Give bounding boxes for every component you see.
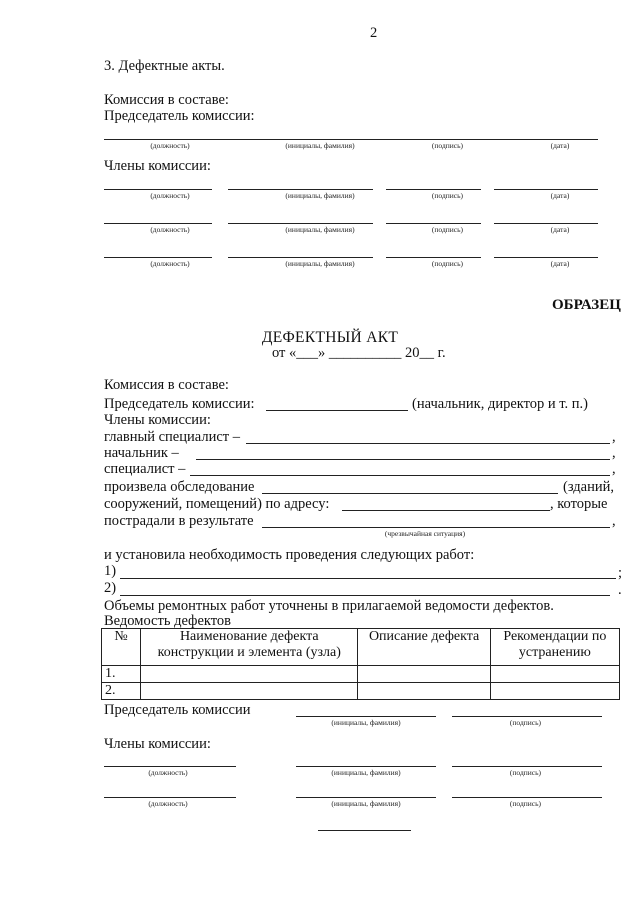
sample-chairman-signature-label: Председатель комиссии — [104, 702, 251, 718]
member1-date-line — [494, 189, 598, 190]
work-2-line — [120, 595, 610, 596]
volumes-note: Объемы ремонтных работ уточнены в прилагаемой ведомости дефектов. — [104, 598, 554, 614]
sample-member1-position-line — [104, 766, 236, 767]
comma: , — [612, 445, 616, 461]
table-cell — [490, 666, 619, 683]
sample-chairman-suffix: (начальник, директор и т. п.) — [412, 396, 589, 412]
comma: , — [612, 513, 616, 529]
members-label: Члены комиссии: — [104, 158, 211, 174]
table-cell: 2. — [102, 683, 141, 700]
caption-name: (инициалы, фамилия) — [285, 225, 355, 234]
caption-name: (инициалы, фамилия) — [331, 768, 401, 777]
sample-chairman-name-line — [296, 716, 436, 717]
member1-name-line — [228, 189, 373, 190]
member1-signature-line — [386, 189, 481, 190]
address-prefix: сооружений, помещений) по адресу: — [104, 496, 330, 512]
table-header-row — [102, 629, 620, 666]
member1-position-line — [104, 189, 212, 190]
semicolon: ; — [618, 565, 623, 581]
page-number: 2 — [370, 25, 378, 41]
table-cell: 1. — [102, 666, 141, 683]
period: . — [618, 582, 622, 598]
caption-position: (должность) — [150, 191, 190, 200]
caption-signature: (подпись) — [431, 191, 464, 200]
member2-date-line — [494, 223, 598, 224]
table-cell — [490, 683, 619, 700]
caption-signature: (подпись) — [431, 259, 464, 268]
sample-commission-composition: Комиссия в составе: — [104, 377, 229, 393]
caption-name: (инициалы, фамилия) — [331, 718, 401, 727]
comma: , — [612, 461, 616, 477]
table-cell — [358, 683, 490, 700]
member2-signature-line — [386, 223, 481, 224]
address-line — [342, 510, 550, 511]
member3-signature-line — [386, 257, 481, 258]
caption-signature: (подпись) — [509, 768, 542, 777]
sample-members-label: Члены комиссии: — [104, 412, 211, 428]
sample-members-signature-label: Члены комиссии: — [104, 736, 211, 752]
work-2-label: 2) — [104, 580, 117, 596]
damaged-line — [262, 527, 610, 528]
sample-stamp: ОБРАЗЕЦ — [552, 297, 621, 313]
end-divider-line — [318, 830, 411, 831]
section-heading: 3. Дефектные акты. — [104, 58, 225, 74]
inspected-prefix: произвела обследование — [104, 479, 255, 495]
member-head: начальник – — [104, 445, 179, 461]
caption-name: (инициалы, фамилия) — [285, 259, 355, 268]
commission-composition-label: Комиссия в составе: — [104, 92, 229, 108]
table-row — [102, 683, 620, 700]
specialist-line — [190, 475, 610, 476]
table-cell — [358, 666, 490, 683]
caption-signature: (подпись) — [509, 718, 542, 727]
member3-date-line — [494, 257, 598, 258]
caption-name: (инициалы, фамилия) — [285, 191, 355, 200]
defects-table — [101, 628, 620, 700]
caption-signature: (подпись) — [431, 141, 464, 150]
defects-statement-heading: Ведомость дефектов — [104, 613, 231, 629]
sample-member2-signature-line — [452, 797, 602, 798]
inspected-suffix: (зданий, — [563, 479, 615, 495]
sample-chairman-signature-line — [452, 716, 602, 717]
emergency-caption: (чрезвычайная ситуация) — [384, 529, 466, 538]
caption-date: (дата) — [550, 225, 570, 234]
caption-position: (должность) — [150, 259, 190, 268]
work-1-line — [120, 578, 616, 579]
head-line — [196, 459, 610, 460]
table-cell — [141, 666, 358, 683]
caption-position: (должность) — [150, 141, 190, 150]
sample-chairman-prefix: Председатель комиссии: — [104, 396, 255, 412]
table-header: Описание дефекта — [358, 629, 490, 666]
damaged-prefix: пострадали в результате — [104, 513, 254, 529]
chairman-label: Председатель комиссии: — [104, 108, 255, 124]
address-suffix: , которые — [550, 496, 608, 512]
member3-position-line — [104, 257, 212, 258]
sample-member1-name-line — [296, 766, 436, 767]
caption-date: (дата) — [550, 141, 570, 150]
sample-member1-signature-line — [452, 766, 602, 767]
table-header: Наименование дефекта конструкции и элемента (узла) — [141, 629, 358, 666]
act-title: ДЕФЕКТНЫЙ АКТ — [261, 329, 399, 346]
caption-position: (должность) — [150, 225, 190, 234]
caption-name: (инициалы, фамилия) — [285, 141, 355, 150]
member-chief-specialist: главный специалист – — [104, 429, 240, 445]
caption-name: (инициалы, фамилия) — [331, 799, 401, 808]
member2-position-line — [104, 223, 212, 224]
caption-position: (должность) — [148, 768, 188, 777]
comma: , — [612, 429, 616, 445]
act-date-line: от «___» __________ 20__ г. — [272, 345, 446, 361]
sample-chairman-line — [266, 410, 408, 411]
sample-member2-position-line — [104, 797, 236, 798]
inspected-line — [262, 493, 558, 494]
member3-name-line — [228, 257, 373, 258]
caption-position: (должность) — [148, 799, 188, 808]
member2-name-line — [228, 223, 373, 224]
caption-date: (дата) — [550, 259, 570, 268]
caption-signature: (подпись) — [431, 225, 464, 234]
established-text: и установила необходимость проведения следующих работ: — [104, 547, 475, 563]
table-header: Рекомендации по устранению — [490, 629, 619, 666]
member-specialist: специалист – — [104, 461, 186, 477]
chairman-signature-line — [104, 139, 598, 140]
chief-specialist-line — [246, 443, 610, 444]
caption-date: (дата) — [550, 191, 570, 200]
table-cell — [141, 683, 358, 700]
work-1-label: 1) — [104, 563, 117, 579]
table-header: № — [102, 629, 141, 666]
sample-member2-name-line — [296, 797, 436, 798]
table-row — [102, 666, 620, 683]
caption-signature: (подпись) — [509, 799, 542, 808]
